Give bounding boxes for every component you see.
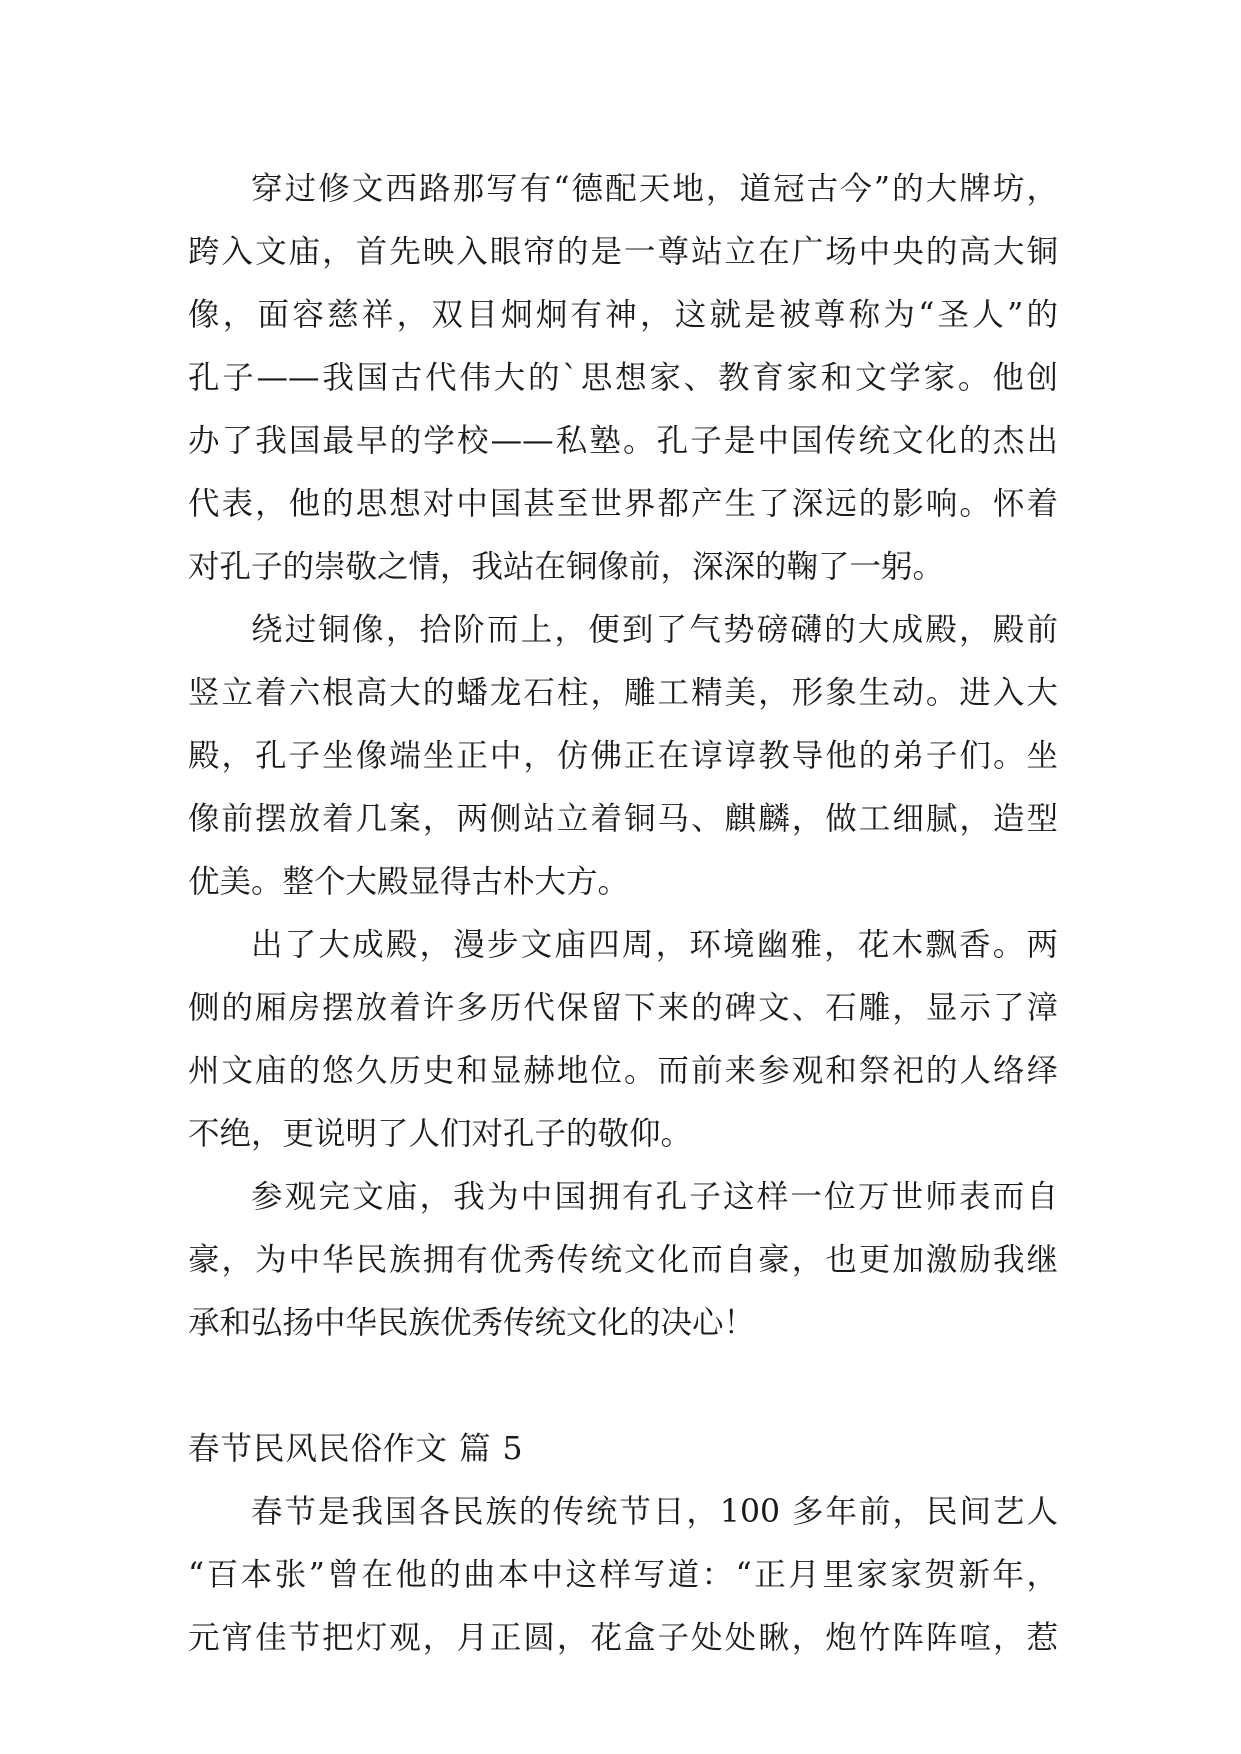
paragraph-line: 穿过修文西路那写有“德配天地，道冠古今”的大牌坊，: [251, 171, 1058, 207]
paragraph-3: [188, 914, 1058, 1166]
paragraph-line: 春节是我国各民族的传统节日，100 多年前，民间艺人: [251, 1494, 1058, 1530]
paragraph-4: [188, 1166, 1058, 1355]
document-body: [188, 158, 1058, 1670]
paragraph-line: 侧的厢房摆放着许多历代保留下来的碑文、石雕，显示了漳: [188, 990, 1058, 1026]
paragraph-line: 对孔子的崇敬之情，我站在铜像前，深深的鞠了一躬。: [188, 549, 945, 585]
paragraph-line: 殿，孔子坐像端坐正中，仿佛正在谆谆教导他的弟子们。坐: [188, 738, 1058, 774]
paragraph-line: 承和弘扬中华民族优秀传统文化的决心！: [188, 1305, 756, 1341]
paragraph-line: 豪，为中华民族拥有优秀传统文化而自豪，也更加激励我继: [188, 1242, 1058, 1278]
paragraph-line: 孔子——我国古代伟大的`思想家、教育家和文学家。他创: [188, 360, 1058, 396]
paragraph-1: [188, 158, 1058, 599]
paragraph-line: 元宵佳节把灯观，月正圆，花盒子处处瞅，炮竹阵阵喧，惹: [188, 1620, 1058, 1656]
paragraph-line: 出了大成殿，漫步文庙四周，环境幽雅，花木飘香。两: [251, 927, 1058, 963]
paragraph-line: 优美。整个大殿显得古朴大方。: [188, 864, 630, 900]
paragraph-line: 不绝，更说明了人们对孔子的敬仰。: [188, 1116, 693, 1152]
paragraph-line: “百本张”曾在他的曲本中这样写道：“正月里家家贺新年，: [188, 1557, 1058, 1593]
paragraph-line: 像，面容慈祥，双目炯炯有神，这就是被尊称为“圣人”的: [188, 297, 1058, 333]
paragraph-line: 办了我国最早的学校——私塾。孔子是中国传统文化的杰出: [188, 423, 1058, 459]
paragraph-line: 跨入文庙，首先映入眼帘的是一尊站立在广场中央的高大铜: [188, 234, 1058, 270]
paragraph-line: 参观完文庙，我为中国拥有孔子这样一位万世师表而自: [251, 1179, 1058, 1215]
paragraph-line: 绕过铜像，拾阶而上，便到了气势磅礴的大成殿，殿前: [251, 612, 1058, 648]
paragraph-line: 像前摆放着几案，两侧站立着铜马、麒麟，做工细腻，造型: [188, 801, 1058, 837]
paragraph-line: 州文庙的悠久历史和显赫地位。而前来参观和祭祀的人络绎: [188, 1053, 1058, 1089]
section-heading: 春节民风民俗作文 篇 5: [188, 1431, 524, 1467]
paragraph-2: [188, 599, 1058, 914]
paragraph-line: 代表，他的思想对中国甚至世界都产生了深远的影响。怀着: [188, 486, 1058, 522]
paragraph-line: 竖立着六根高大的蟠龙石柱，雕工精美，形象生动。进入大: [188, 675, 1058, 711]
section-spacer: [188, 1355, 1058, 1418]
section-paragraph: [188, 1481, 1058, 1670]
